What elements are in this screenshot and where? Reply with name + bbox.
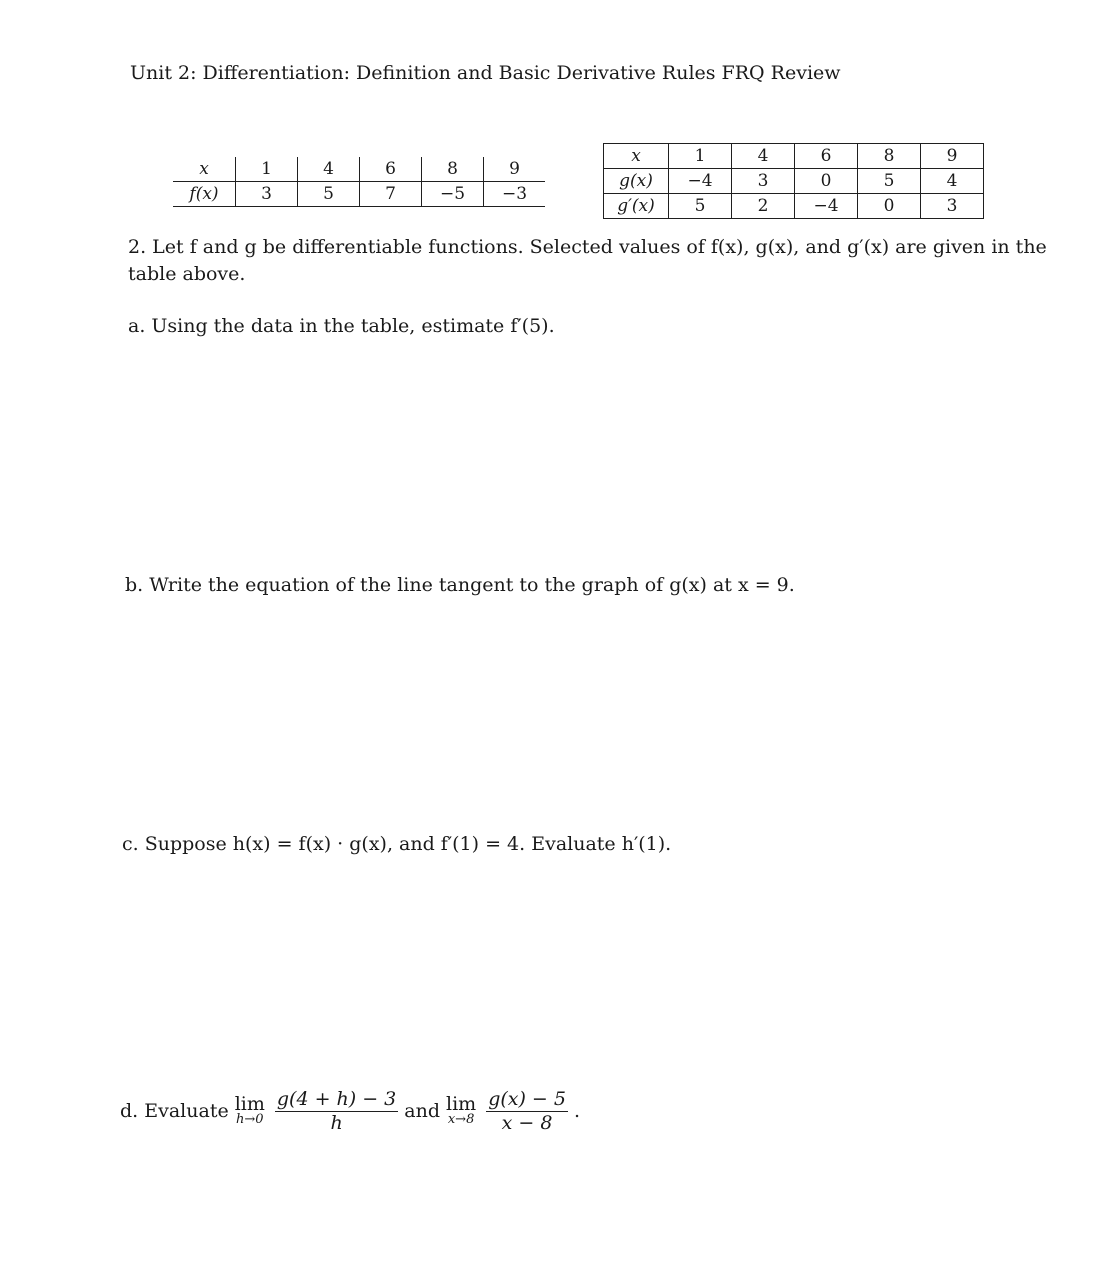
- table-cell: 3: [921, 194, 984, 219]
- fraction-denominator: h: [330, 1112, 343, 1134]
- table-cell: 8: [858, 144, 921, 169]
- g-values-table: [603, 143, 984, 219]
- table-row: [604, 194, 984, 219]
- x-header: x: [604, 144, 669, 169]
- table-cell: 0: [858, 194, 921, 219]
- table-cell: 2: [732, 194, 795, 219]
- part-a-prompt: a. Using the data in the table, estimate f′(5).: [128, 315, 555, 337]
- table-row: [604, 144, 984, 169]
- table-cell: 1: [236, 157, 298, 182]
- table-row: [604, 169, 984, 194]
- table-cell: −4: [795, 194, 858, 219]
- table-cell: 0: [795, 169, 858, 194]
- part-c-prompt: c. Suppose h(x) = f(x) · g(x), and f′(1) = 4. Evaluate h′(1).: [122, 833, 672, 855]
- limit-word: lim: [234, 1093, 265, 1115]
- part-d-prompt: [120, 1086, 580, 1136]
- question-intro: 2. Let f and g be differentiable functions. Selected values of f(x), g(x), and g′(x) are given in the table above.: [128, 236, 1047, 285]
- table-cell: 4: [732, 144, 795, 169]
- table-cell: 5: [298, 182, 360, 207]
- limit-operator: [446, 1095, 476, 1127]
- limit-operator: [235, 1095, 265, 1127]
- table-cell: 1: [669, 144, 732, 169]
- table-cell: 6: [360, 157, 422, 182]
- fraction-numerator: g(4 + h) − 3: [276, 1088, 397, 1110]
- table-cell: −5: [422, 182, 484, 207]
- page-title: Unit 2: Differentiation: Definition and Basic Derivative Rules FRQ Review: [130, 62, 841, 84]
- table-cell: −3: [484, 182, 546, 207]
- table-cell: 6: [795, 144, 858, 169]
- table-cell: 5: [669, 194, 732, 219]
- table-cell: 4: [298, 157, 360, 182]
- table-cell: 7: [360, 182, 422, 207]
- table-cell: 3: [732, 169, 795, 194]
- table-row: [173, 157, 545, 182]
- part-b-prompt: b. Write the equation of the line tangent to the graph of g(x) at x = 9.: [125, 574, 795, 596]
- table-cell: 8: [422, 157, 484, 182]
- connector-word: and: [404, 1100, 441, 1122]
- fx-header: f(x): [173, 182, 236, 207]
- table-cell: 9: [921, 144, 984, 169]
- table-cell: 9: [484, 157, 546, 182]
- limit-word: lim: [446, 1093, 477, 1115]
- part-d-label: d. Evaluate: [120, 1100, 229, 1122]
- f-values-table: [173, 157, 545, 207]
- gprime-header: g′(x): [604, 194, 669, 219]
- table-cell: 4: [921, 169, 984, 194]
- table-cell: 3: [236, 182, 298, 207]
- fraction-numerator: g(x) − 5: [488, 1088, 566, 1110]
- table-cell: −4: [669, 169, 732, 194]
- table-row: [173, 182, 545, 207]
- x-header: x: [173, 157, 236, 182]
- end-period: .: [573, 1100, 581, 1122]
- fraction: [275, 1088, 398, 1134]
- fraction: [486, 1088, 568, 1134]
- table-cell: 5: [858, 169, 921, 194]
- limit-subscript: h→0: [236, 1112, 264, 1127]
- fraction-denominator: x − 8: [501, 1112, 553, 1134]
- limit-subscript: x→8: [447, 1112, 475, 1127]
- gx-header: g(x): [604, 169, 669, 194]
